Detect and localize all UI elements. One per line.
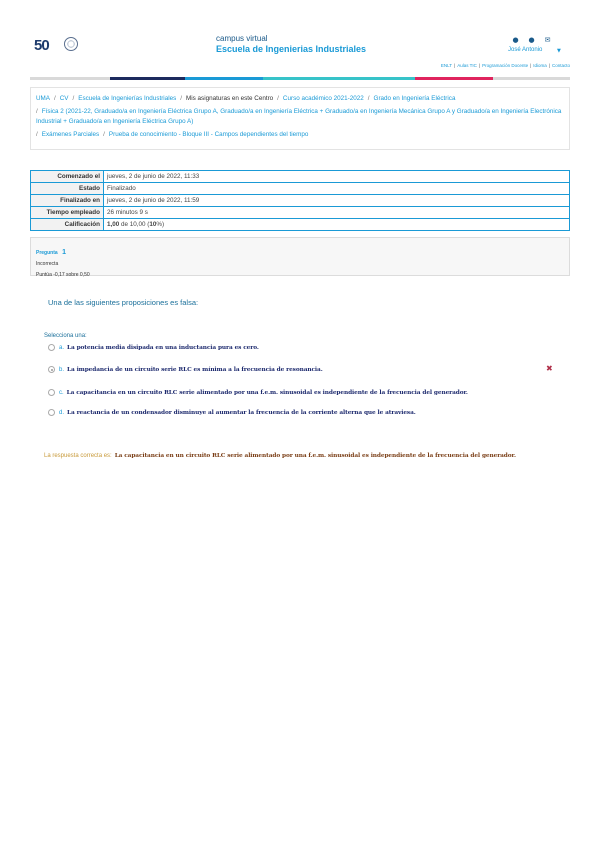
breadcrumb-item[interactable]: Curso académico 2021-2022 [282, 95, 364, 102]
radio-button-selected[interactable] [48, 366, 55, 373]
link-programacion-docente[interactable]: Programación Docente [482, 63, 529, 68]
question-prompt: Selecciona una: [44, 333, 87, 339]
top-links: ENLT | Aulas TIC | Programación Docente | Idioma | Contacto [440, 63, 570, 68]
table-row [31, 195, 570, 207]
row-value: 26 minutos 9 s [104, 207, 570, 219]
row-label: Comenzado el [31, 171, 104, 183]
chat-icon[interactable]: ● [528, 36, 535, 44]
color-bar [30, 77, 570, 80]
question-info [30, 237, 570, 276]
breadcrumb-item[interactable]: Física 2 (2021-22, Graduado/a en Ingeniería Eléctrica Grupo A, Graduado/a en Ingeniería Eléctrica + Graduado/a en Ingeniería Mecánica Grupo A y Graduado/a en Ingeniería Electrónica Industrial + Graduado/a en Ingeniería Eléctrica Grupo A) [36, 108, 562, 125]
breadcrumb-item[interactable]: CV [59, 95, 69, 102]
grade-percent: 10 [149, 220, 157, 228]
bell-icon[interactable]: ● [512, 36, 519, 44]
grade-end: %) [156, 220, 165, 228]
incorrect-x-icon: ✖ [546, 364, 553, 373]
user-menu[interactable]: José Antonio [508, 47, 543, 53]
color-bar-segment [415, 77, 493, 80]
header-icons [512, 37, 551, 44]
option-letter: a. [59, 344, 65, 351]
link-aulas-tic[interactable]: Aulas TIC [457, 63, 477, 68]
attempt-summary-table [30, 170, 570, 231]
row-value: Finalizado [104, 183, 570, 195]
breadcrumb-line: UMA / CV / Escuela de Ingenierías Industriales / Mis asignaturas en este Centro / Curso académico 2021-2022 / Grado en Ingeniería Eléctrica [36, 95, 456, 102]
answer-option-d[interactable] [48, 409, 416, 416]
answer-option-a[interactable] [48, 344, 259, 351]
question-points: Puntúa -0,17 sobre 0,50 [36, 272, 90, 278]
answer-option-c[interactable] [48, 389, 468, 396]
color-bar-segment [110, 77, 185, 80]
color-bar-segment [493, 77, 570, 80]
page-header [0, 0, 600, 80]
option-letter: b. [59, 366, 65, 373]
table-row [31, 219, 570, 231]
correct-answer [44, 453, 516, 459]
color-bar-segment [185, 77, 263, 80]
row-value: jueves, 2 de junio de 2022, 11:33 [104, 171, 570, 183]
grade-mid: de 10,00 ( [119, 220, 150, 228]
question-heading [36, 241, 564, 259]
row-label: Finalizado en [31, 195, 104, 207]
correct-answer-text: La capacitancia en un circuito RLC serie alimentado por una f.e.m. sinusoidal es independiente de la frecuencia del generador. [114, 453, 516, 459]
mail-icon[interactable]: ✉ [544, 36, 551, 44]
option-letter: c. [59, 389, 64, 396]
breadcrumb-line: / Exámenes Parciales / Prueba de conocimiento - Bloque III - Campos dependientes del tiempo [36, 131, 309, 138]
question-label: Pregunta [36, 250, 58, 256]
radio-button[interactable] [48, 409, 55, 416]
color-bar-segment [30, 77, 110, 80]
link-enlt[interactable]: ENLT [440, 63, 453, 68]
question-number: 1 [62, 249, 67, 256]
grade-value [104, 219, 570, 231]
breadcrumb-item[interactable]: Escuela de Ingenierías Industriales [78, 95, 177, 102]
row-label: Tiempo empleado [31, 207, 104, 219]
row-label: Calificación [31, 219, 104, 231]
caret-down-icon[interactable]: ▼ [557, 48, 561, 54]
correct-answer-label: La respuesta correcta es: [44, 453, 112, 459]
breadcrumb [30, 87, 570, 150]
breadcrumb-line: / Física 2 (2021-22, Graduado/a en Ingeniería Eléctrica Grupo A, Graduado/a en Ingeniería Eléctrica + Graduado/a en Ingeniería Mecánica Grupo A y Graduado/a en Ingeniería Electrónica Industrial + Graduado/a en Ingeniería Eléctrica Grupo A) [36, 108, 562, 125]
option-text: La potencia media disipada en una inductancia pura es cero. [67, 344, 259, 351]
site-subtitle[interactable]: campus virtual [216, 34, 268, 43]
option-text: La capacitancia en un circuito RLC serie alimentado por una f.e.m. sinusoidal es independiente de la frecuencia del generador. [66, 389, 468, 396]
table-row [31, 183, 570, 195]
question-state: Incorrecta [36, 261, 59, 267]
radio-button[interactable] [48, 389, 55, 396]
table-row [31, 171, 570, 183]
option-letter: d. [59, 409, 65, 416]
breadcrumb-item[interactable]: UMA [36, 95, 50, 102]
row-value: jueves, 2 de junio de 2022, 11:59 [104, 195, 570, 207]
link-contacto[interactable]: Contacto [551, 63, 570, 68]
university-seal-icon [64, 37, 78, 51]
row-label: Estado [31, 183, 104, 195]
radio-button[interactable] [48, 344, 55, 351]
option-text: La impedancia de un circuito serie RLC es mínima a la frecuencia de resonancia. [67, 366, 323, 373]
breadcrumb-item[interactable]: Prueba de conocimiento - Bloque III - Campos dependientes del tiempo [108, 131, 309, 138]
site-title[interactable]: Escuela de Ingenierias Industriales [216, 44, 367, 54]
color-bar-segment [263, 77, 415, 80]
answer-option-b[interactable] [48, 366, 323, 373]
breadcrumb-item[interactable]: Exámenes Parciales [41, 131, 100, 138]
breadcrumb-item[interactable]: Grado en Ingeniería Eléctrica [373, 95, 456, 102]
link-idioma[interactable]: Idioma [533, 63, 547, 68]
grade-score: 1,00 [107, 220, 120, 228]
question-text: Una de las siguientes proposiciones es falsa: [48, 298, 199, 307]
anniversary-logo: 50 [34, 37, 49, 54]
option-text: La reactancia de un condensador disminuye al aumentar la frecuencia de la corriente alterna que le atraviesa. [67, 409, 416, 416]
breadcrumb-item: Mis asignaturas en este Centro [186, 95, 274, 102]
table-row [31, 207, 570, 219]
